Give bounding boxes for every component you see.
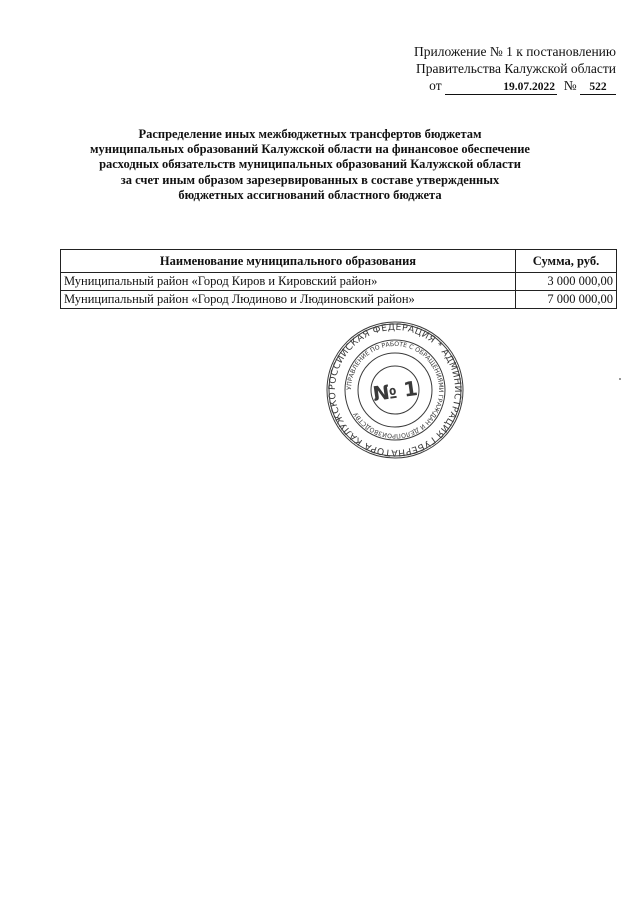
municipality-cell: Муниципальный район «Город Людиново и Людиновский район»	[61, 291, 516, 309]
resolution-date: 19.07.2022	[445, 81, 557, 95]
title-line: расходных обязательств муниципальных образований Калужской области	[99, 157, 521, 172]
seal-center-number: № 1	[371, 375, 420, 407]
appendix-line: Приложение № 1 к постановлению	[414, 44, 616, 59]
title-line: муниципальных образований Калужской области на финансовое обеспечение	[90, 142, 530, 157]
document-title	[60, 127, 560, 203]
resolution-number: 522	[580, 81, 616, 95]
seal-outer-text: РОССИЙСКАЯ ФЕДЕРАЦИЯ * АДМИНИСТРАЦИЯ ГУБЕРНАТОРА КАЛУЖСКО	[326, 321, 464, 459]
number-label: №	[563, 78, 577, 93]
distribution-table	[60, 249, 617, 309]
municipality-cell: Муниципальный район «Город Киров и Кировский район»	[61, 273, 516, 291]
table-header-row	[61, 250, 617, 273]
column-header-sum: Сумма, руб.	[516, 250, 617, 273]
title-line: бюджетных ассигнований областного бюджета	[178, 187, 442, 202]
scan-speck	[619, 378, 621, 380]
seal-inner-text: УПРАВЛЕНИЕ ПО РАБОТЕ С ОБРАЩЕНИЯМИ ГРАЖДАН И ДЕЛОПРОИЗВОДСТВУ	[345, 340, 445, 440]
table-row	[61, 273, 617, 291]
government-line: Правительства Калужской области	[415, 61, 616, 76]
date-number-line	[356, 77, 616, 95]
seal-stamp-image	[325, 320, 465, 460]
title-line: за счет иным образом зарезервированных в составе утвержденных	[120, 172, 500, 187]
official-seal	[325, 320, 465, 460]
title-line: Распределение иных межбюджетных трансфертов бюджетам	[138, 127, 482, 141]
from-label: от	[429, 78, 442, 93]
column-header-municipality: Наименование муниципального образования	[61, 250, 516, 273]
sum-cell: 7 000 000,00	[516, 291, 617, 309]
table-row	[61, 291, 617, 309]
document-header	[356, 43, 616, 95]
sum-cell: 3 000 000,00	[516, 273, 617, 291]
